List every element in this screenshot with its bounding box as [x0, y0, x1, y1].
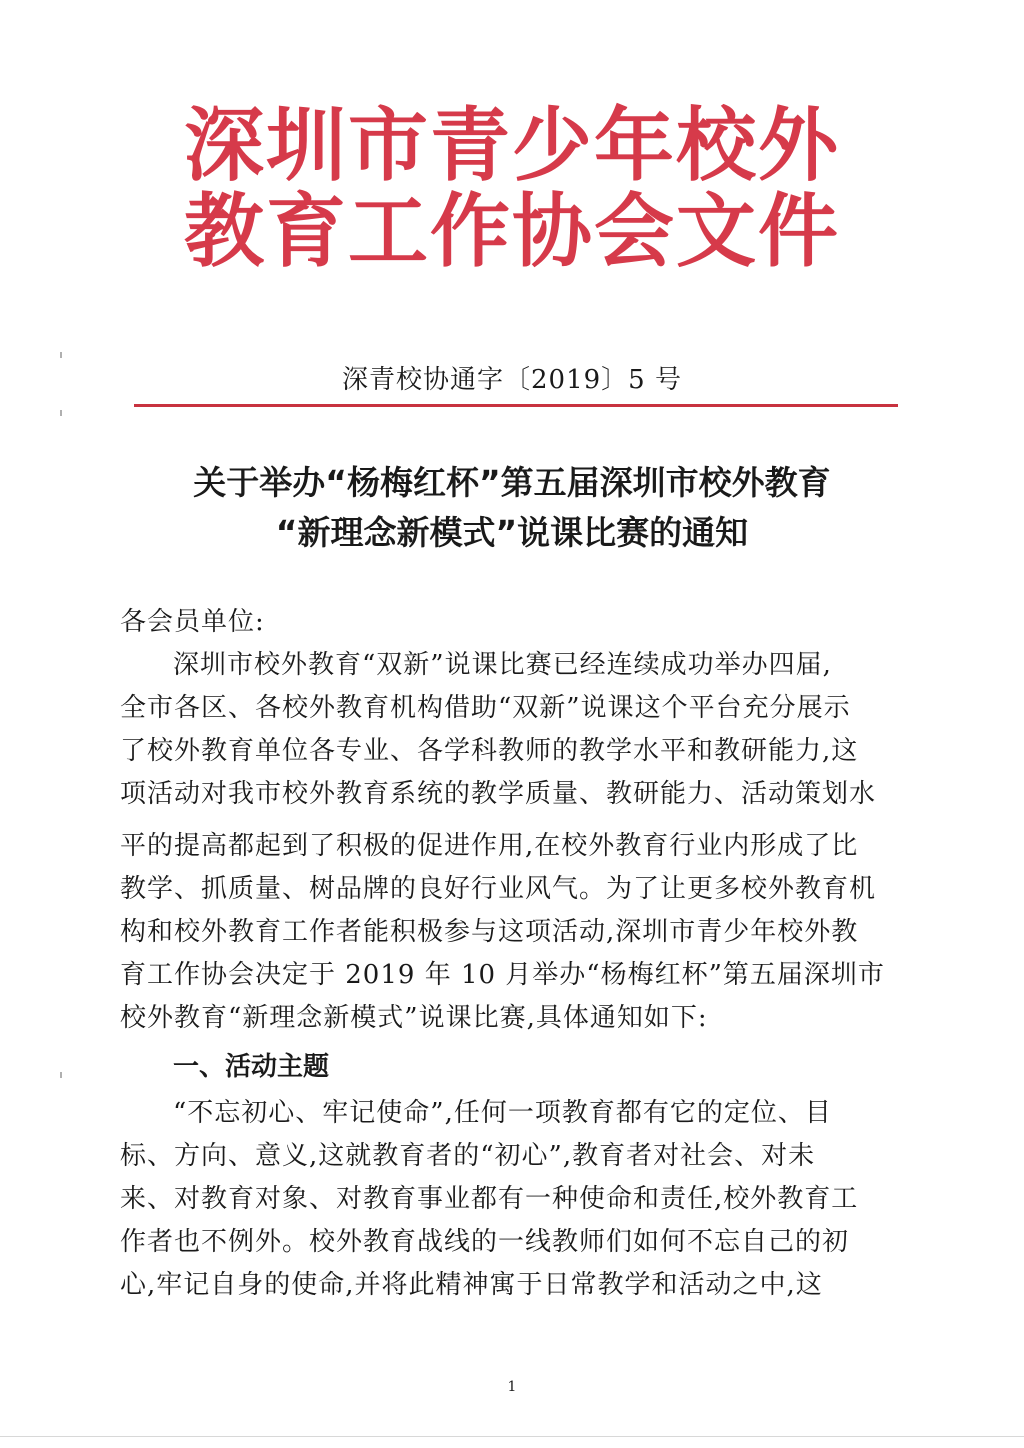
scan-mark [60, 1072, 62, 1078]
scan-bottom-edge [0, 1436, 1024, 1437]
paragraph-line: 项活动对我市校外教育系统的教学质量、教研能力、活动策划水 [120, 779, 877, 809]
paragraph-line: 教学、抓质量、树品牌的良好行业风气。为了让更多校外教育机 [120, 874, 877, 904]
section-heading: 一、活动主题 [173, 1052, 330, 1082]
paragraph-line: 校外教育“新理念新模式”说课比赛,具体通知如下: [120, 1003, 708, 1033]
salutation: 各会员单位: [120, 607, 265, 637]
page-number: 1 [507, 1379, 517, 1395]
masthead-line-1: 深圳市青少年校外 [184, 99, 840, 192]
document-number: 深青校协通字〔2019〕5 号 [342, 365, 682, 395]
red-divider-line [134, 404, 898, 407]
paragraph-line: 来、对教育对象、对教育事业都有一种使命和责任,校外教育工 [120, 1184, 859, 1214]
notice-title-line-1: 关于举办“杨梅红杯”第五届深圳市校外教育 [193, 463, 831, 502]
paragraph-line: “不忘初心、牢记使命”,任何一项教育都有它的定位、目 [173, 1098, 832, 1128]
paragraph-line: 构和校外教育工作者能积极参与这项活动,深圳市青少年校外教 [120, 917, 859, 947]
paragraph-line: 育工作协会决定于 2019 年 10 月举办“杨梅红杯”第五届深圳市 [120, 960, 885, 990]
paragraph-line: 全市各区、各校外教育机构借助“双新”说课这个平台充分展示 [120, 693, 851, 723]
paragraph-line: 深圳市校外教育“双新”说课比赛已经连续成功举办四届, [173, 650, 832, 680]
masthead-line-2: 教育工作协会文件 [184, 185, 840, 278]
paragraph-line: 了校外教育单位各专业、各学科教师的教学水平和教研能力,这 [120, 736, 859, 766]
paragraph-line: 作者也不例外。校外教育战线的一线教师们如何不忘自己的初 [120, 1227, 850, 1257]
paragraph-line: 平的提高都起到了积极的促进作用,在校外教育行业内形成了比 [120, 831, 859, 861]
paragraph-line: 心,牢记自身的使命,并将此精神寓于日常教学和活动之中,这 [120, 1270, 823, 1300]
notice-title-line-2: “新理念新模式”说课比赛的通知 [275, 513, 749, 552]
scan-mark [60, 410, 62, 416]
scan-mark [60, 352, 62, 358]
paragraph-line: 标、方向、意义,这就教育者的“初心”,教育者对社会、对未 [120, 1141, 816, 1171]
